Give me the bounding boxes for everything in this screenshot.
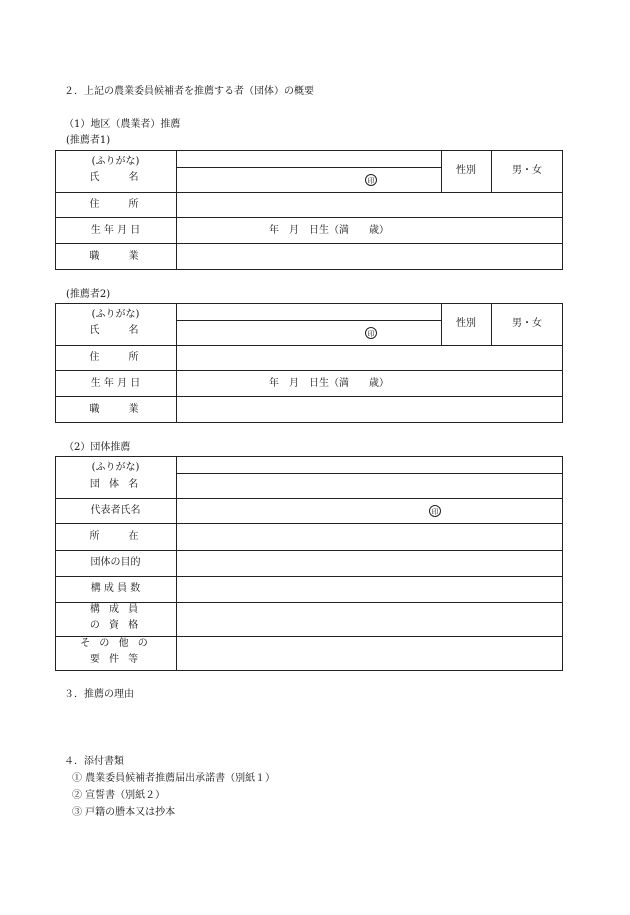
address-input[interactable] xyxy=(177,193,562,217)
job-label: 職 業 xyxy=(89,404,142,415)
qualification-input[interactable] xyxy=(177,603,562,636)
subsection-1-title: （1）地区（農業者）推薦 xyxy=(64,119,181,130)
recommender-1-label: (推薦者1) xyxy=(66,135,111,146)
seal-icon: 印 xyxy=(365,174,377,186)
org-name-input[interactable] xyxy=(177,474,562,498)
gender-label: 性別 xyxy=(456,318,476,329)
representative-input[interactable] xyxy=(177,499,562,523)
members-input[interactable] xyxy=(177,577,562,602)
attachment-item: ② 宣誓書（別紙２） xyxy=(72,790,166,801)
name-input[interactable] xyxy=(177,168,440,192)
seal-icon: 印 xyxy=(365,327,377,339)
furigana-input[interactable] xyxy=(177,303,440,319)
furigana-label: (ふりがな) xyxy=(91,462,140,473)
address-label: 住 所 xyxy=(89,352,142,363)
seal-icon: 印 xyxy=(429,505,441,517)
attachment-item: ③ 戸籍の謄本又は抄本 xyxy=(72,807,176,818)
furigana-label: (ふりがな) xyxy=(91,156,140,167)
section-3-title: ３．推薦の理由 xyxy=(64,689,134,700)
purpose-label: 団体の目的 xyxy=(90,557,141,568)
birth-value[interactable]: 年 月 日生（満 歳） xyxy=(269,225,389,236)
gender-label: 性別 xyxy=(456,165,476,176)
subsection-2-title: （2）団体推薦 xyxy=(64,442,131,453)
birth-label: 生 年 月 日 xyxy=(90,225,141,236)
address-input[interactable] xyxy=(177,346,562,370)
org-furigana-input[interactable] xyxy=(177,456,562,472)
location-input[interactable] xyxy=(177,524,562,550)
birth-label: 生 年 月 日 xyxy=(90,378,141,389)
gender-choice[interactable]: 男・女 xyxy=(512,165,542,176)
qualification-label-1: 構 成 員 xyxy=(89,604,142,615)
section-4-title: ４．添付書類 xyxy=(64,756,124,767)
qualification-label-2: の 資 格 xyxy=(89,620,142,631)
birth-value[interactable]: 年 月 日生（満 歳） xyxy=(269,378,389,389)
purpose-input[interactable] xyxy=(177,551,562,576)
name-label: 氏 名 xyxy=(89,325,142,336)
gender-choice[interactable]: 男・女 xyxy=(512,318,542,329)
recommender-2-label: (推薦者2) xyxy=(66,289,111,300)
location-label: 所 在 xyxy=(89,531,142,542)
members-label: 構 成 員 数 xyxy=(90,583,141,594)
name-label: 氏 名 xyxy=(89,172,142,183)
section-2-title: ２．上記の農業委員候補者を推薦する者（団体）の概要 xyxy=(64,86,314,97)
org-name-label: 団 体 名 xyxy=(89,479,142,490)
furigana-label: (ふりがな) xyxy=(91,309,140,320)
address-label: 住 所 xyxy=(89,199,142,210)
other-requirements-label-2: 要 件 等 xyxy=(89,654,142,665)
furigana-input[interactable] xyxy=(177,150,440,166)
job-input[interactable] xyxy=(177,397,562,422)
job-label: 職 業 xyxy=(89,251,142,262)
attachment-item: ① 農業委員候補者推薦届出承諾書（別紙１） xyxy=(72,773,276,784)
other-requirements-label-1: そ の 他 の xyxy=(80,638,151,649)
name-input[interactable] xyxy=(177,321,440,345)
row-line xyxy=(55,370,563,371)
other-requirements-input[interactable] xyxy=(177,637,562,670)
row-line xyxy=(55,217,563,218)
job-input[interactable] xyxy=(177,244,562,269)
representative-label: 代表者氏名 xyxy=(90,505,141,516)
